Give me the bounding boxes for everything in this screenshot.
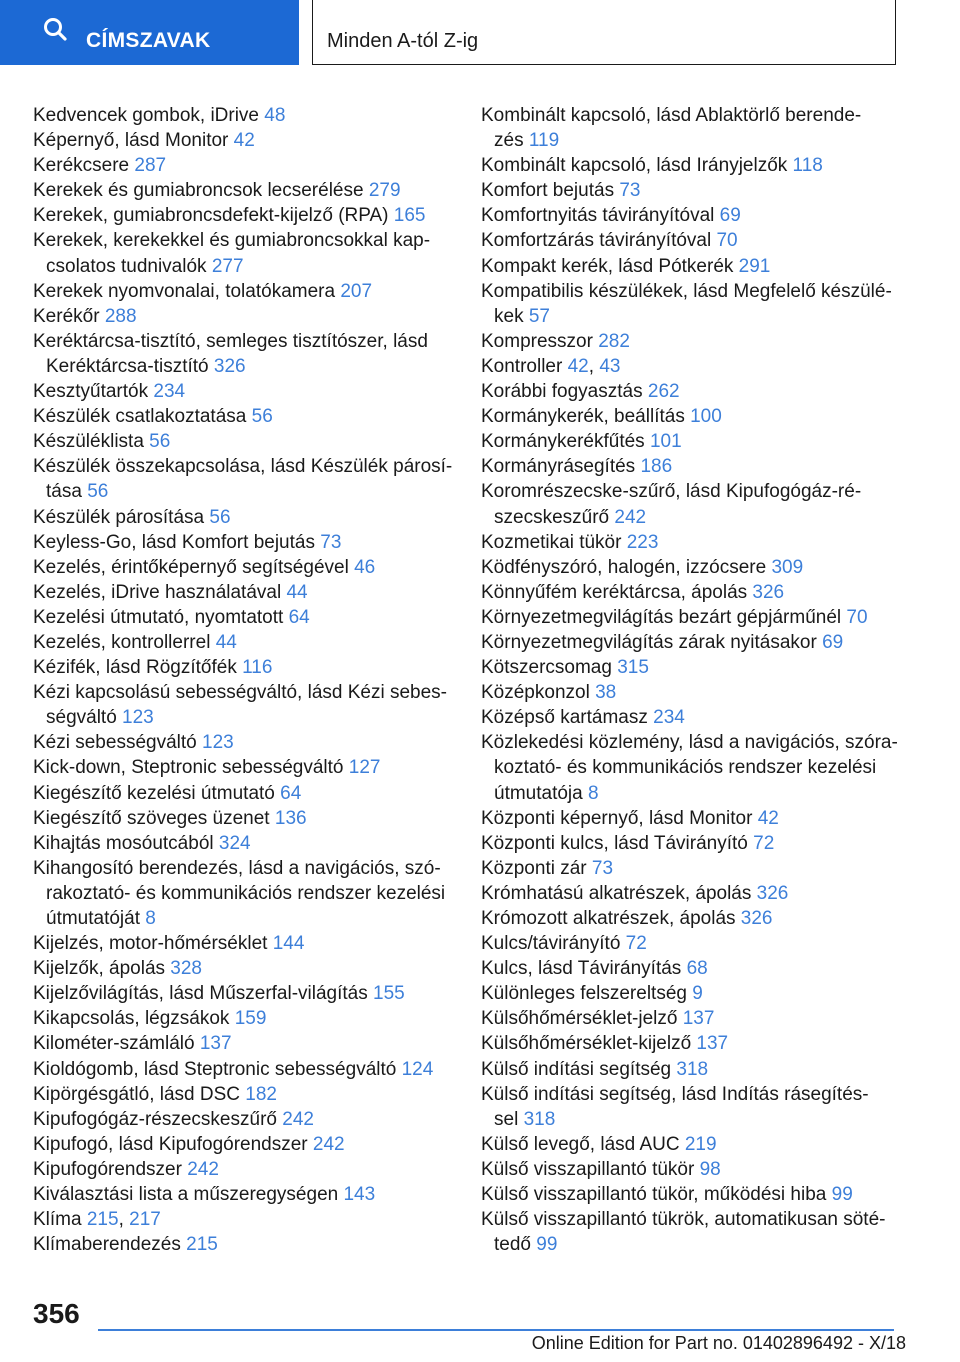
page-link[interactable]: 287 xyxy=(134,155,167,177)
index-entry-text: ségváltó xyxy=(46,707,123,729)
index-entry-text: Külsőhőmérséklet-jelző xyxy=(481,1008,683,1030)
index-entry xyxy=(481,956,901,981)
page-link[interactable]: 119 xyxy=(528,130,560,152)
page-link[interactable]: 219 xyxy=(684,1133,717,1155)
page-link[interactable]: 165 xyxy=(393,205,426,227)
index-entry-text: Középső kartámasz xyxy=(481,707,654,729)
index-entry-text: Középkonzol xyxy=(481,682,596,704)
page-link[interactable]: 56 xyxy=(209,506,231,528)
index-entry-text: Készülék párosítása xyxy=(33,506,210,528)
page-link[interactable]: 8 xyxy=(588,782,599,804)
index-entry xyxy=(33,329,453,379)
page-link[interactable]: 127 xyxy=(348,757,381,779)
index-entry xyxy=(481,203,901,228)
page-number: 356 xyxy=(33,1298,80,1329)
index-entry-text: Központi képernyő, lásd Monitor xyxy=(481,807,758,829)
index-entry-text: Kulcs/távirányító xyxy=(481,933,626,955)
page-link[interactable]: 279 xyxy=(368,180,401,202)
page-link[interactable]: 288 xyxy=(104,305,137,327)
index-entry-text: Külső visszapillantó tükör, működési hiba xyxy=(481,1184,832,1206)
index-entry xyxy=(33,1031,453,1056)
index-entry-text: Kiegészítő szöveges üzenet xyxy=(33,807,275,829)
page-link[interactable]: 124 xyxy=(401,1058,434,1080)
index-entry-text: Komfort bejutás xyxy=(481,180,620,202)
index-entry xyxy=(33,128,453,153)
page-link[interactable]: 326 xyxy=(756,882,789,904)
page-link[interactable]: 328 xyxy=(170,958,202,980)
index-entry-text: Klíma xyxy=(33,1209,87,1231)
index-entry-text: Környezetmegvilágítás zárak nyitásakor xyxy=(481,631,823,653)
page-link[interactable]: 116 xyxy=(242,657,273,679)
page-link[interactable]: 207 xyxy=(340,280,373,302)
index-entry xyxy=(33,730,453,755)
index-entry xyxy=(33,931,453,956)
tab-a-to-z-label: Minden A-tól Z-ig xyxy=(327,30,479,52)
tab-keywords[interactable] xyxy=(0,0,299,65)
page-link[interactable]: 155 xyxy=(373,983,405,1005)
page-link[interactable]: 159 xyxy=(234,1008,267,1030)
index-entry-text: Kombinált kapcsoló, lásd Ablaktörlő berende- xyxy=(481,105,862,126)
page-link[interactable]: 234 xyxy=(153,381,186,403)
index-entry xyxy=(33,831,453,856)
page-link[interactable]: 44 xyxy=(286,581,308,603)
page-link[interactable]: 57 xyxy=(528,305,550,327)
page-link[interactable]: 262 xyxy=(647,381,680,403)
index-entry xyxy=(481,906,901,931)
page-link[interactable]: 42 xyxy=(757,807,779,829)
page-link[interactable]: 38 xyxy=(595,682,617,704)
page-link[interactable]: 215 xyxy=(186,1234,218,1256)
index-entry-text: Kijelzők, ápolás xyxy=(33,958,171,980)
index-entry-text: útmutatóját xyxy=(46,908,146,929)
index-entry-text: Központi zár xyxy=(481,857,592,879)
page-link[interactable]: 64 xyxy=(280,782,302,804)
page-link[interactable]: 73 xyxy=(320,531,342,553)
tab-keywords-label: CÍMSZAVAK xyxy=(86,29,211,52)
page-link[interactable]: 101 xyxy=(649,431,682,453)
index-entry xyxy=(481,655,901,680)
index-entry xyxy=(33,1082,453,1107)
index-entry xyxy=(481,806,901,831)
index-entry xyxy=(33,580,453,605)
index-entry xyxy=(33,203,453,228)
index-entry-text: Készülék csatlakoztatása xyxy=(33,406,252,428)
page-link[interactable]: 8 xyxy=(145,908,156,929)
index-entry-text: Kezelés, kontrollerrel xyxy=(33,631,216,653)
index-entry xyxy=(481,1207,901,1257)
index-entry xyxy=(33,981,453,1006)
index-entry-text: Kompresszor xyxy=(481,330,599,352)
page-link[interactable]: 123 xyxy=(202,732,234,754)
page-link[interactable]: 186 xyxy=(640,456,673,478)
index-entry-text: Külsőhőmérséklet-kijelző xyxy=(481,1033,697,1055)
page-link[interactable]: 69 xyxy=(719,205,741,227)
index-entry-text: Kihajtás mosóutcából xyxy=(33,832,219,854)
index-entry xyxy=(33,806,453,831)
index-entry xyxy=(481,705,901,730)
index-entry-text: Kötszercsomag xyxy=(481,657,618,679)
page-link[interactable]: 9 xyxy=(692,983,703,1005)
index-entry-text: Külső indítási segítség xyxy=(481,1058,677,1080)
index-entry xyxy=(33,1157,453,1182)
page-link[interactable]: 56 xyxy=(87,481,109,503)
index-entry xyxy=(33,655,453,680)
page-link[interactable]: 223 xyxy=(626,531,659,553)
index-entry-text: Kipörgésgátló, lásd DSC xyxy=(33,1083,246,1105)
index-entry xyxy=(481,329,901,354)
index-entry-text: tása xyxy=(46,481,88,503)
index-entry-text: Kerekek, gumiabroncsdefekt-kijelző (RPA) xyxy=(33,205,394,227)
index-entry-text: Környezetmegvilágítás bezárt gépjárműnél xyxy=(481,606,847,628)
page-link[interactable]: 100 xyxy=(690,406,722,428)
index-entry xyxy=(33,956,453,981)
index-entry xyxy=(33,555,453,580)
page-link[interactable]: 315 xyxy=(617,657,649,679)
page-link[interactable]: 242 xyxy=(614,506,647,528)
index-entry xyxy=(33,856,453,931)
index-entry-text: sel xyxy=(494,1108,524,1130)
index-entry xyxy=(481,429,901,454)
page-link[interactable]: 217 xyxy=(129,1209,161,1231)
index-entry xyxy=(33,379,453,404)
index-entry-text: Ködfényszóró, halogén, izzócsere xyxy=(481,556,772,578)
index-entry xyxy=(33,530,453,555)
index-entry xyxy=(481,605,901,630)
index-column-right xyxy=(481,103,901,1257)
page-link[interactable]: 291 xyxy=(738,255,771,277)
index-entry xyxy=(481,1031,901,1056)
page-separator: , xyxy=(118,1209,130,1231)
index-entry xyxy=(481,1057,901,1082)
index-entry xyxy=(33,781,453,806)
page-link[interactable]: 44 xyxy=(215,631,237,653)
index-entry xyxy=(33,1232,453,1257)
index-entry xyxy=(481,680,901,705)
page-link[interactable]: 282 xyxy=(598,330,630,352)
index-entry-text: Külső indítási segítség, lásd Indítás rásegítés- xyxy=(481,1083,869,1105)
index-entry xyxy=(33,1107,453,1132)
page-link[interactable]: 137 xyxy=(696,1033,729,1055)
index-entry-text: Kioldógomb, lásd Steptronic sebességváltó xyxy=(33,1058,402,1080)
page-link[interactable]: 98 xyxy=(699,1158,721,1180)
index-entry xyxy=(481,831,901,856)
index-entry-text: Keréktárcsa-tisztító xyxy=(46,355,214,377)
index-entry-text: kek xyxy=(494,305,529,327)
index-entry-text: Klímaberendezés xyxy=(33,1234,187,1256)
index-entry-text: Kontroller xyxy=(481,355,568,377)
index-entry-text: Kombinált kapcsoló, lásd Irányjelzők xyxy=(481,155,793,177)
page-link[interactable]: 68 xyxy=(686,958,708,980)
index-entry-text: Kiegészítő kezelési útmutató xyxy=(33,782,281,804)
page-link[interactable]: 118 xyxy=(792,155,823,177)
index-entry xyxy=(33,1182,453,1207)
index-entry-text: Kormánykerék, beállítás xyxy=(481,406,691,428)
page-link[interactable]: 42 xyxy=(567,355,589,377)
page-link[interactable]: 123 xyxy=(122,707,154,729)
search-icon xyxy=(42,16,68,42)
index-entry-text: Kick-down, Steptronic sebességváltó xyxy=(33,757,349,779)
page-link[interactable]: 56 xyxy=(251,406,273,428)
page-link[interactable]: 56 xyxy=(149,431,171,453)
index-entry-text: Kipufogó, lásd Kipufogórendszer xyxy=(33,1133,313,1155)
index-entry-text: Kozmetikai tükör xyxy=(481,531,627,553)
index-entry xyxy=(33,630,453,655)
page-link[interactable]: 64 xyxy=(288,606,310,628)
index-entry-text: Könnyűfém keréktárcsa, ápolás xyxy=(481,581,753,603)
index-entry-text: Központi kulcs, lásd Távirányító xyxy=(481,832,754,854)
index-entry-text: Kezelési útmutató, nyomtatott xyxy=(33,606,289,628)
index-entry-text: Kikapcsolás, légzsákok xyxy=(33,1008,235,1030)
index-entry xyxy=(481,931,901,956)
tab-a-to-z[interactable] xyxy=(312,0,896,65)
index-entry-text: Komfortnyitás távirányítóval xyxy=(481,205,720,227)
index-entry-text: Keréktárcsa-tisztító, semleges tisztítószer, lásd xyxy=(33,330,428,352)
index-entry xyxy=(33,505,453,530)
index-entry xyxy=(481,279,901,329)
page-link[interactable]: 242 xyxy=(312,1133,345,1155)
index-entry-text: Kipufogógáz-részecskeszűrő xyxy=(33,1108,283,1130)
index-entry-text: Kompatibilis készülékek, lásd Megfelelő készülé- xyxy=(481,280,892,302)
index-entry xyxy=(33,1132,453,1157)
index-entry-text: koztató- és kommunikációs rendszer kezelési xyxy=(494,757,877,779)
page-link[interactable]: 70 xyxy=(846,606,868,628)
index-entry-text: rakoztató- és kommunikációs rendszer kezelési xyxy=(46,882,446,904)
index-entry-text: Kompakt kerék, lásd Pótkerék xyxy=(481,255,739,277)
index-entry xyxy=(33,429,453,454)
index-entry-text: szecskeszűrő xyxy=(494,506,615,528)
index-entry xyxy=(481,580,901,605)
page-link[interactable]: 143 xyxy=(343,1184,376,1206)
tab-bar xyxy=(0,0,960,66)
index-entry-text: Külső visszapillantó tükör xyxy=(481,1158,700,1180)
page-link[interactable]: 242 xyxy=(187,1158,219,1180)
page-link[interactable]: 70 xyxy=(716,230,738,252)
index-entry xyxy=(33,680,453,730)
page-link[interactable]: 73 xyxy=(619,180,641,202)
index-entry-text: Kiválasztási lista a műszeregységen xyxy=(33,1184,344,1206)
page-link[interactable]: 242 xyxy=(282,1108,314,1130)
index-entry-text: Kihangosító berendezés, lásd a navigációs, szó- xyxy=(33,857,441,879)
index-entry-text: Kerekek nyomvonalai, tolatókamera xyxy=(33,280,341,302)
index-entry-text: Külső visszapillantó tükrök, automatikusan söté- xyxy=(481,1209,886,1231)
index-entry-text: Kézifék, lásd Rögzítőfék xyxy=(33,657,243,679)
index-entry xyxy=(33,228,453,278)
index-entry xyxy=(481,1132,901,1157)
index-entry-text: Külső levegő, lásd AUC xyxy=(481,1133,685,1155)
index-entry xyxy=(33,454,453,504)
page-link[interactable]: 72 xyxy=(753,832,775,854)
page-link[interactable]: 182 xyxy=(245,1083,277,1105)
footer-divider xyxy=(98,1329,894,1331)
index-entry xyxy=(481,981,901,1006)
index-entry-text: Különleges felszereltség xyxy=(481,983,693,1005)
page-link[interactable]: 99 xyxy=(536,1234,558,1256)
edition-text: Online Edition for Part no. 01402896492 - X/18 xyxy=(531,1333,906,1353)
index-entry-text: Krómozott alkatrészek, ápolás xyxy=(481,908,741,929)
index-entry xyxy=(481,228,901,253)
index-entry xyxy=(481,479,901,529)
index-entry xyxy=(481,630,901,655)
index-entry xyxy=(33,178,453,203)
index-entry-text: Készüléklista xyxy=(33,431,150,453)
index-entry xyxy=(33,279,453,304)
index-entry xyxy=(481,730,901,805)
index-entry xyxy=(481,178,901,203)
page-link[interactable]: 318 xyxy=(676,1058,709,1080)
index-entry-text: Kézi kapcsolású sebességváltó, lásd Kézi sebes- xyxy=(33,682,448,704)
page-link[interactable]: 144 xyxy=(272,933,305,955)
index-entry xyxy=(481,354,901,379)
page-link[interactable]: 48 xyxy=(264,105,286,126)
index-entry-text: Kilométer-számláló xyxy=(33,1033,200,1055)
index-column-left xyxy=(33,103,453,1257)
index-entry-text: útmutatója xyxy=(494,782,588,804)
page-link[interactable]: 46 xyxy=(354,556,376,578)
index-entry-text: Kulcs, lásd Távirányítás xyxy=(481,958,687,980)
index-entry-text: Komfortzárás távirányítóval xyxy=(481,230,717,252)
index-entry-text: Kerekek, kerekekkel és gumiabroncsokkal kap- xyxy=(33,230,431,252)
page-separator: , xyxy=(588,355,600,377)
index-entry xyxy=(481,1082,901,1132)
index-entry-text: Korábbi fogyasztás xyxy=(481,381,648,403)
page-link[interactable]: 326 xyxy=(752,581,785,603)
page-link[interactable]: 43 xyxy=(599,355,621,377)
index-entry-text: zés xyxy=(494,130,529,152)
index-entry-text: Kezelés, iDrive használatával xyxy=(33,581,287,603)
index-entry-text: Kerekek és gumiabroncsok lecserélése xyxy=(33,180,369,202)
index-entry xyxy=(481,153,901,178)
page-link[interactable]: 215 xyxy=(86,1209,119,1231)
index-entry-text: Kerékcsere xyxy=(33,155,135,177)
page-link[interactable]: 73 xyxy=(591,857,614,879)
page-link[interactable]: 326 xyxy=(740,908,773,929)
index-entry xyxy=(33,153,453,178)
index-entry xyxy=(481,881,901,906)
index-entry-text: Kézi sebességváltó xyxy=(33,732,202,754)
page-link[interactable]: 137 xyxy=(682,1008,715,1030)
index-entry xyxy=(481,103,901,153)
page-link[interactable]: 324 xyxy=(218,832,251,854)
index-entry xyxy=(481,404,901,429)
index-entry xyxy=(33,304,453,329)
index-entry-text: csolatos tudnivalók xyxy=(46,255,212,277)
page-link[interactable]: 69 xyxy=(822,631,844,653)
index-entry-text: Készülék összekapcsolása, lásd Készülék párosí- xyxy=(33,456,453,478)
index-entry-text: Kedvencek gombok, iDrive xyxy=(33,105,265,126)
index-entry xyxy=(33,1057,453,1082)
page-link[interactable]: 234 xyxy=(653,707,685,729)
page-link[interactable]: 277 xyxy=(211,255,244,277)
page-link[interactable]: 136 xyxy=(274,807,307,829)
page-link[interactable]: 72 xyxy=(625,933,647,955)
page-link[interactable]: 137 xyxy=(199,1033,232,1055)
index-entry xyxy=(481,1006,901,1031)
index-entry-text: Krómhatású alkatrészek, ápolás xyxy=(481,882,757,904)
index-entry-text: tedő xyxy=(494,1234,537,1256)
index-entry-text: Kezelés, érintőképernyő segítségével xyxy=(33,556,355,578)
page-link[interactable]: 309 xyxy=(771,556,804,578)
index-entry xyxy=(481,530,901,555)
index-entry-text: Kijelzés, motor-hőmérséklet xyxy=(33,933,273,955)
index-entry xyxy=(33,605,453,630)
page-link[interactable]: 318 xyxy=(523,1108,556,1130)
index-entry xyxy=(33,1207,453,1232)
index-entry xyxy=(481,254,901,279)
index-entry xyxy=(481,856,901,881)
page-link[interactable]: 42 xyxy=(233,130,255,152)
index-entry-text: Kormányrásegítés xyxy=(481,456,641,478)
index-entry-text: Koromrészecske-szűrő, lásd Kipufogógáz-ré- xyxy=(481,481,862,503)
index-entry xyxy=(33,103,453,128)
index-entry-text: Kerékőr xyxy=(33,305,105,327)
index-entry-text: Kijelzővilágítás, lásd Műszerfal-világítás xyxy=(33,983,374,1005)
index-entry xyxy=(33,755,453,780)
page-link[interactable]: 99 xyxy=(831,1184,853,1206)
index-entry-text: Kormánykerékfűtés xyxy=(481,431,650,453)
index-entry xyxy=(33,1006,453,1031)
index-entry-text: Kipufogórendszer xyxy=(33,1158,188,1180)
index-entry-text: Képernyő, lásd Monitor xyxy=(33,130,234,152)
index-entry-text: Közlekedési közlemény, lásd a navigációs, szóra- xyxy=(481,732,898,754)
index-entry xyxy=(33,404,453,429)
page-link[interactable]: 326 xyxy=(213,355,246,377)
index-entry xyxy=(481,379,901,404)
index-entry xyxy=(481,1157,901,1182)
index-entry-text: Kesztyűtartók xyxy=(33,381,154,403)
index-entry xyxy=(481,454,901,479)
index-entry-text: Keyless-Go, lásd Komfort bejutás xyxy=(33,531,321,553)
index-entry xyxy=(481,555,901,580)
index-entry xyxy=(481,1182,901,1207)
